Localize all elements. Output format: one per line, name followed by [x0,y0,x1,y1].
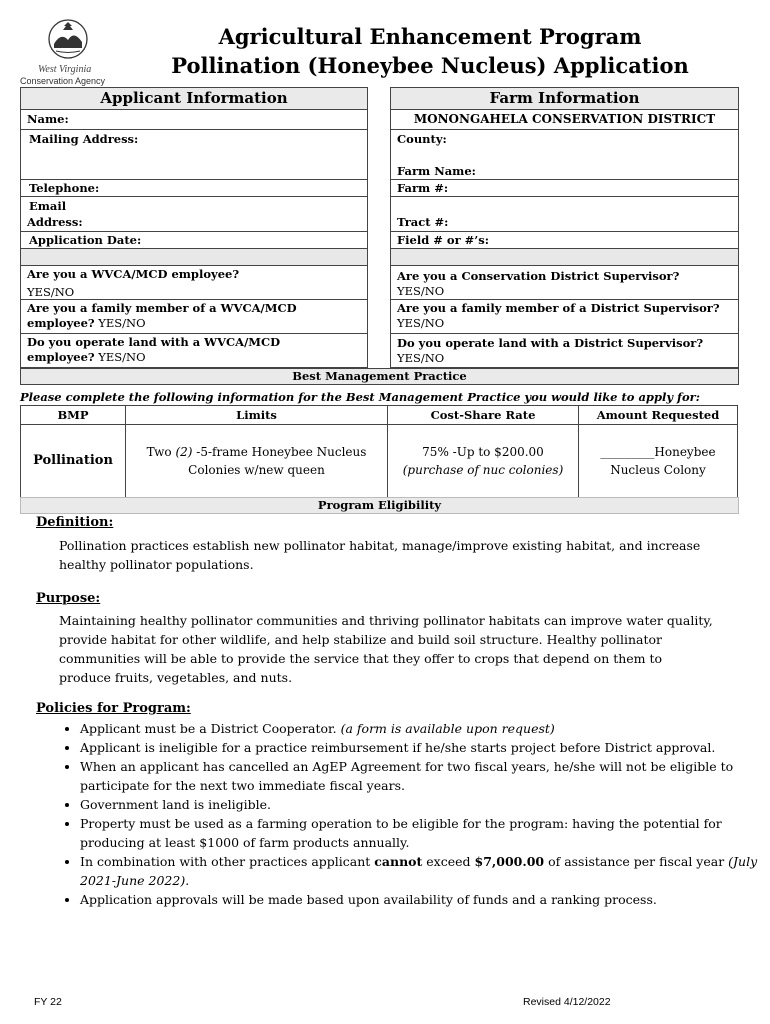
title-line1: Agricultural Enhancement Program [218,24,642,49]
amount-requested-cell[interactable] [579,425,738,498]
fq3-text: Do you operate land with a District Supervisor? [397,336,704,350]
rate-line2: (purchase of nuc colonies) [402,463,564,477]
name-label: Name: [27,112,69,126]
email-field[interactable] [21,196,367,231]
limits-cell [126,425,388,498]
definition-line1: Pollination practices establish new pollinator habitat, manage/improve existing habitat, and increase [59,538,701,553]
q2-text: Are you a family member of a WVCA/MCD [27,301,297,315]
district-name: MONONGAHELA CONSERVATION DISTRICT [391,109,738,129]
cost-share-cell [388,425,579,498]
supervisor-question [391,265,738,299]
definition-line2: healthy pollinator populations. [59,557,254,572]
q3-answer[interactable]: YES/NO [98,350,146,364]
mailing-address-field[interactable] [21,129,367,179]
limits-number: (2) [175,445,193,459]
application-date-label: Application Date: [29,233,142,247]
policy-6-amount: $7,000.00 [474,854,545,869]
farm-info-table [390,87,739,368]
wvca-operate-question [21,333,367,368]
q3-text: Do you operate land with a WVCA/MCD [27,335,281,349]
fq2-text: Are you a family member of a District Supervisor? [397,301,720,315]
farm-info-heading: Farm Information [391,88,738,109]
email-label-2: Address: [27,215,83,229]
county-label: County: [397,132,447,146]
policy-item [80,852,770,890]
mailing-address-label: Mailing Address: [29,132,139,146]
definition-text [59,536,700,574]
policy-item: • Applicant is ineligible for a practice reimbursement if he/she starts project before District approval. [80,738,770,757]
purpose-line4: produce fruits, vegetables, and nuts. [59,670,293,685]
q1-answer[interactable]: YES/NO [27,285,75,299]
supervisor-family-question [391,299,738,333]
farm-number-field[interactable] [391,179,738,196]
fiscal-year-label: FY 22 [34,996,62,1008]
telephone-field[interactable] [21,179,367,196]
purpose-text [59,611,713,687]
bmp-header-row [21,406,738,425]
policy-6-dates: (July 2021-June 2022). [80,854,758,888]
farm-name-label: Farm Name: [397,164,476,178]
bmp-instructions: Please complete the following information for the Best Management Practice you would like to apply for: [20,390,700,404]
name-field[interactable] [21,109,367,129]
fq1-text: Are you a Conservation District Supervisor? [397,269,680,283]
purpose-line2: provide habitat for other wildlife, and help stabilize and build soil structure. Healthy pollinator [59,632,663,647]
policy-item: • Property must be used as a farming operation to be eligible for the program: having the potential for producing at least $1000 of farm products annually. [80,814,770,852]
wvca-family-question [21,299,367,333]
q2-text-2: employee? [27,316,95,330]
spacer-row [391,248,738,265]
supervisor-operate-question [391,333,738,368]
rate-line1: 75% -Up to $200.00 [422,445,544,459]
col-limits: Limits [126,406,388,425]
telephone-label: Telephone: [29,181,100,195]
bmp-row [21,425,738,498]
applicant-info-table [20,87,368,368]
q1-text: Are you a WVCA/MCD employee? [27,267,240,281]
definition-heading: Definition: [36,515,114,530]
policy-item [80,719,770,738]
policy-6-per-year: of assistance per fiscal year [544,854,729,869]
tract-field[interactable] [391,196,738,231]
bmp-section-title: Best Management Practice [20,368,739,385]
policy-item: • Application approvals will be made based upon availability of funds and a ranking process. [80,890,770,909]
title-line2: Pollination (Honeybee Nucleus) Application [171,53,689,78]
policy-1-text: Applicant must be a District Cooperator. [80,721,341,736]
farm-number-label: Farm #: [397,181,449,195]
spacer-row [21,248,367,265]
fq3-answer[interactable]: YES/NO [397,351,445,365]
revised-date: Revised 4/12/2022 [523,996,611,1008]
fq1-answer[interactable]: YES/NO [397,284,445,298]
col-bmp: BMP [21,406,126,425]
policy-6-cannot: cannot [374,854,423,869]
email-label-1: Email [29,199,67,213]
policy-1-note: (a form is available upon request) [340,721,555,736]
eligibility-section-title: Program Eligibility [20,497,739,514]
limits-line2: Colonies w/new queen [188,463,325,477]
applicant-info-heading: Applicant Information [21,88,367,109]
policy-6-exceed: exceed [422,854,475,869]
agency-seal-icon [48,18,88,60]
policy-6-text: In combination with other practices applicant [80,854,375,869]
purpose-heading: Purpose: [36,591,101,606]
tract-label: Tract #: [397,215,449,229]
q2-answer[interactable]: YES/NO [98,316,146,330]
field-number-label: Field # or #’s: [397,233,489,247]
agency-name-line2: Conservation Agency [20,76,106,86]
field-number-field[interactable] [391,231,738,248]
agency-name-line1: West Virginia [38,64,92,75]
wvca-employee-question [21,265,367,299]
amount-line2: Nucleus Colony [610,463,706,477]
limits-post: -5-frame Honeybee Nucleus [192,445,367,459]
col-amount: Amount Requested [579,406,738,425]
policy-item: • When an applicant has cancelled an AgEP Agreement for two fiscal years, he/she will not be eligible to participate for the next two immediate fiscal years. [80,757,770,795]
county-field[interactable] [391,129,738,179]
purpose-line1: Maintaining healthy pollinator communities and thriving pollinator habitats can improve water quality, [59,613,713,628]
policy-item: • Government land is ineligible. [80,795,770,814]
page-title [120,22,740,80]
practice-name: Pollination [21,425,126,498]
limits-pre: Two [146,445,176,459]
agency-logo [18,18,120,88]
application-date-field[interactable] [21,231,367,248]
purpose-line3: communities will be able to provide the service that they offer to crops that depend on them to [59,651,663,666]
policies-list [58,719,770,909]
fq2-answer[interactable]: YES/NO [397,316,445,330]
q3-text-2: employee? [27,350,95,364]
amount-line1: _________Honeybee [600,445,716,459]
bmp-table [20,405,738,498]
col-cost-share: Cost-Share Rate [388,406,579,425]
policies-heading: Policies for Program: [36,701,191,716]
